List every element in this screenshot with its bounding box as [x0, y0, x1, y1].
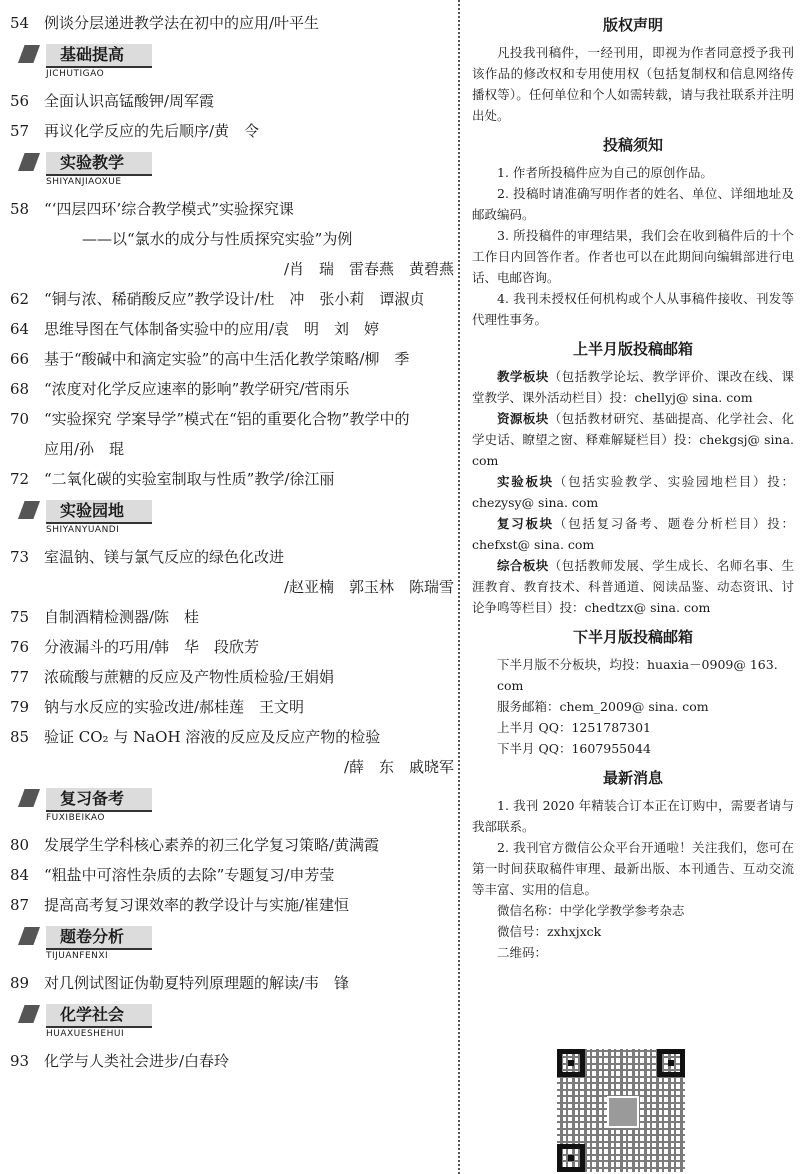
article-title: “粗盐中可溶性杂质的去除”专题复习/申芳莹 [44, 866, 335, 884]
toc-entry[interactable] [10, 692, 458, 722]
article-title: 提高高考复习课效率的教学设计与实施/崔建恒 [44, 896, 350, 914]
toc-entry[interactable] [10, 1046, 458, 1076]
toc-entry[interactable] [10, 284, 458, 314]
page-number: 73 [10, 548, 30, 566]
section-pinyin: SHIYANYUANDI [46, 525, 120, 535]
section-name: 基础提高 [60, 45, 125, 64]
page-number: 84 [10, 866, 30, 884]
notice-item: 2. 投稿时请准确写明作者的姓名、单位、详细地址及邮政编码。 [472, 186, 794, 222]
article-title: 化学与人类社会进步/白春玲 [44, 1052, 230, 1070]
wechat-name: 微信名称：中学化学教学参考杂志 [497, 903, 685, 918]
toc-entry[interactable] [10, 86, 458, 116]
toc-entry[interactable] [10, 890, 458, 920]
toc-entry[interactable] [10, 194, 458, 224]
qr-logo-icon [607, 1096, 639, 1128]
article-title: 基于“酸碱中和滴定实验”的高中生活化教学策略/柳 季 [44, 350, 410, 368]
page-number: 62 [10, 290, 30, 308]
article-authors: /肖 瑞 雷春燕 黄碧燕 [283, 260, 454, 278]
section-marker-icon [18, 153, 40, 171]
article-title: 自制酒精检测器/陈 桂 [44, 608, 200, 626]
wechat-id: 微信号：zxhxjxck [497, 924, 602, 939]
section-header [10, 786, 458, 826]
toc-entry[interactable] [10, 968, 458, 998]
toc-entry[interactable] [10, 8, 458, 38]
section-header [10, 498, 458, 538]
copyright-text: 凡投我刊稿件，一经刊用，即视为作者同意授予我刊该作品的修改权和专用使用权（包括复制权和信息网络传播权等）。任何单位和个人如需转载，请与我社联系并注明出处。 [472, 45, 794, 123]
news-item: 1. 我刊 2020 年精装合订本正在订购中，需要者请与我部联系。 [472, 798, 794, 834]
toc-entry[interactable] [10, 830, 458, 860]
contact-line: 上半月 QQ：1251787301 [497, 720, 651, 735]
section-header [10, 1002, 458, 1042]
page-number: 77 [10, 668, 30, 686]
article-title: “浓度对化学反应速率的影响”教学研究/菅雨乐 [44, 380, 350, 398]
page-number: 54 [10, 14, 30, 32]
section-marker-icon [18, 45, 40, 63]
article-title: 发展学生学科核心素养的初三化学复习策略/黄满霞 [44, 836, 380, 854]
toc-entry[interactable] [10, 404, 458, 434]
section-marker-icon [18, 501, 40, 519]
section-name: 题卷分析 [60, 927, 125, 946]
toc-entry[interactable] [10, 464, 458, 494]
notice-item: 4. 我刊未授权任何机构或个人从事稿件接收、刊发等代理性事务。 [472, 291, 794, 327]
section-name: 化学社会 [60, 1005, 125, 1024]
page-number: 87 [10, 896, 30, 914]
section-marker-icon [18, 789, 40, 807]
article-title: “铜与浓、稀硝酸反应”教学设计/杜 冲 张小莉 谭淑贞 [44, 290, 425, 308]
article-title: 全面认识高锰酸钾/周军霞 [44, 92, 215, 110]
article-title: 思维导图在气体制备实验中的应用/袁 明 刘 婷 [44, 320, 380, 338]
section-header [10, 150, 458, 190]
page-number: 93 [10, 1052, 30, 1070]
page-number: 76 [10, 638, 30, 656]
page-number: 66 [10, 350, 30, 368]
toc-entry[interactable] [10, 374, 458, 404]
article-title: 室温钠、镁与氯气反应的绿色化改进 [44, 548, 285, 566]
contact-line: 下半月版不分板块，均投：huaxia－0909@ 163. com [497, 657, 778, 693]
submission-block: 教学板块（包括教学论坛、教学评价、课改在线、课堂教学、课外活动栏目）投：chellyj@ sina. com [472, 369, 794, 405]
section-pinyin: JICHUTIGAO [46, 69, 105, 79]
submission-block: 实验板块（包括实验教学、实验园地栏目）投：chezysy@ sina. com [472, 474, 794, 510]
copyright-heading: 版权声明 [602, 16, 663, 34]
info-column [472, 0, 794, 963]
article-subtitle: ——以“氯水的成分与性质探究实验”为例 [82, 230, 353, 248]
toc-entry[interactable] [10, 860, 458, 890]
section-header [10, 42, 458, 82]
toc-entry[interactable] [10, 722, 458, 752]
notice-heading: 投稿须知 [602, 136, 663, 154]
toc-entry[interactable] [10, 632, 458, 662]
article-title: “实验探究 学案导学”模式在“铝的重要化合物”教学中的 [44, 410, 410, 428]
article-authors: /赵亚楠 郭玉林 陈瑞雪 [283, 578, 454, 596]
article-title: 分液漏斗的巧用/韩 华 段欣芳 [44, 638, 260, 656]
page-number: 72 [10, 470, 30, 488]
contact-line: 下半月 QQ：1607955044 [497, 741, 651, 756]
submission-block: 综合板块（包括教师发展、学生成长、名师名事、生涯教育、教育技术、科普通道、阅读品鉴、动态资讯、讨论争鸣等栏目）投：chedtzx@ sina. com [472, 558, 794, 615]
toc-entry[interactable] [10, 602, 458, 632]
page-number: 70 [10, 410, 30, 428]
notice-item: 3. 所投稿件的审理结果，我们会在收到稿件后的十个工作日内回答作者。作者也可以在此期间向编辑部进行电话、电邮咨询。 [472, 228, 794, 285]
second-half-heading: 下半月版投稿邮箱 [572, 628, 693, 646]
toc-entry[interactable] [10, 314, 458, 344]
section-pinyin: FUXIBEIKAO [46, 813, 105, 823]
article-title: 验证 CO₂ 与 NaOH 溶液的反应及反应产物的检验 [44, 728, 381, 746]
section-pinyin: HUAXUESHEHUI [46, 1029, 125, 1039]
section-pinyin: SHIYANJIAOXUE [46, 177, 122, 187]
section-marker-icon [18, 1005, 40, 1023]
submission-block: 资源板块（包括教材研究、基础提高、化学社会、化学史话、瞭望之窗、释难解疑栏目）投：chekgsj@ sina. com [472, 411, 794, 468]
page-number: 89 [10, 974, 30, 992]
page-number: 80 [10, 836, 30, 854]
article-title: 对几例试图证伪勒夏特列原理题的解读/韦 锋 [44, 974, 350, 992]
toc-entry[interactable] [10, 542, 458, 572]
page-number: 68 [10, 380, 30, 398]
submission-block: 复习板块（包括复习备考、题卷分析栏目）投：chefxst@ sina. com [472, 516, 794, 552]
article-title: “‘四层四环’综合教学模式”实验探究课 [44, 200, 294, 218]
qr-code-icon [557, 1049, 685, 1172]
section-header [10, 924, 458, 964]
article-title: 例谈分层递进教学法在初中的应用/叶平生 [44, 14, 320, 32]
page-number: 75 [10, 608, 30, 626]
article-authors: /薛 东 戚晓军 [343, 758, 454, 776]
page-number: 57 [10, 122, 30, 140]
page-number: 64 [10, 320, 30, 338]
page-number: 56 [10, 92, 30, 110]
section-name: 复习备考 [60, 789, 125, 808]
notice-item: 1. 作者所投稿件应为自己的原创作品。 [497, 165, 713, 180]
toc-entry[interactable] [10, 344, 458, 374]
section-marker-icon [18, 927, 40, 945]
article-title: 再议化学反应的先后顺序/黄 令 [44, 122, 260, 140]
article-title: 钠与水反应的实验改进/郝桂莲 王文明 [44, 698, 305, 716]
page-number: 79 [10, 698, 30, 716]
article-title: “二氧化碳的实验室制取与性质”教学/徐江丽 [44, 470, 335, 488]
news-item: 2. 我刊官方微信公众平台开通啦！关注我们，您可在第一时间获取稿件审理、最新出版、本刊通告、互动交流等丰富、实用的信息。 [472, 840, 794, 897]
article-title: 浓硫酸与蔗糖的反应及产物性质检验/王娟娟 [44, 668, 335, 686]
page-number: 85 [10, 728, 30, 746]
section-pinyin: TIJUANFENXI [46, 951, 109, 961]
qr-label: 二维码： [497, 945, 548, 960]
news-heading: 最新消息 [602, 769, 663, 787]
toc-entry[interactable] [10, 116, 458, 146]
column-divider [458, 0, 460, 1174]
contact-line: 服务邮箱：chem_2009@ sina. com [497, 699, 709, 714]
section-name: 实验园地 [60, 501, 125, 520]
section-name: 实验教学 [60, 153, 125, 172]
article-title-continuation: 应用/孙 琨 [44, 440, 125, 458]
page-number: 58 [10, 200, 30, 218]
first-half-heading: 上半月版投稿邮箱 [572, 340, 693, 358]
table-of-contents [10, 0, 458, 1076]
toc-entry[interactable] [10, 662, 458, 692]
